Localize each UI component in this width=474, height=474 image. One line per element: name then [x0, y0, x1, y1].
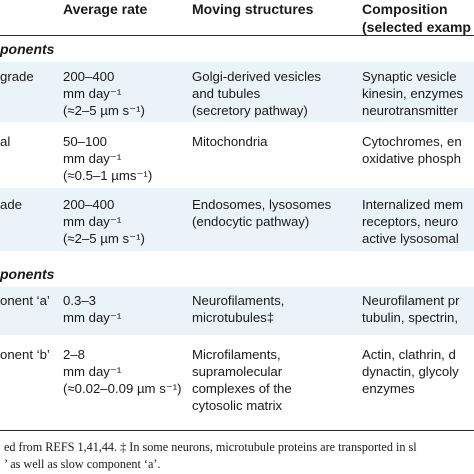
row-4-composition: Neurofilament pr tubulin, spectrin, [362, 293, 460, 325]
row-1-composition: Synaptic vesicle kinesin, enzymes neurotransmitter [362, 69, 464, 118]
row-2-structures: Mitochondria [192, 134, 268, 149]
footnote-line-2: ’ as well as slow component ‘a’. [4, 457, 161, 471]
header-average-rate: Average rate [63, 1, 148, 17]
row-2-label: al [0, 134, 11, 149]
row-3-structures: Endosomes, lysosomes (endocytic pathway) [192, 197, 332, 229]
row-5-rate: 2–8 mm day⁻¹ (≈0.02–0.09 µm s⁻¹) [63, 347, 182, 396]
footnote-line-1: ed from REFS 1,41,44. ‡ In some neurons, microtubule proteins are transported in sl [4, 440, 417, 454]
row-2-composition: Cytochromes, en oxidative phosph [362, 134, 462, 166]
header-moving-structures: Moving structures [192, 1, 314, 17]
section-fast-components: ponents [0, 41, 55, 57]
row-1-label: grade [0, 69, 34, 84]
row-3-label: ade [0, 197, 23, 212]
row-5-composition: Actin, clathrin, d dynactin, glycoly enzymes [362, 347, 459, 396]
header-composition: Composition (selected examp [362, 1, 471, 35]
row-4-rate: 0.3–3 mm day⁻¹ [63, 293, 122, 325]
row-1-rate: 200–400 mm day⁻¹ (≈2–5 µm s⁻¹) [63, 69, 145, 118]
row-5-label: onent ‘b’ [0, 347, 50, 362]
section-slow-components: ponents [0, 266, 55, 282]
row-5-structures: Microfilaments, supramolecular complexes of the cytosolic matrix [192, 347, 292, 413]
row-1-structures: Golgi-derived vesicles and tubules (secretory pathway) [192, 69, 321, 118]
row-2-rate: 50–100 mm day⁻¹ (≈0.5–1 µms⁻¹) [63, 134, 153, 183]
row-4-structures: Neurofilaments, microtubules‡ [192, 293, 285, 325]
table-bottom-rule [0, 430, 474, 431]
row-3-composition: Internalized mem receptors, neuro active lysosomal [362, 197, 464, 246]
header-rule [0, 35, 474, 36]
row-4-label: onent ‘a’ [0, 293, 50, 308]
row-3-rate: 200–400 mm day⁻¹ (≈2–5 µm s⁻¹) [63, 197, 145, 246]
